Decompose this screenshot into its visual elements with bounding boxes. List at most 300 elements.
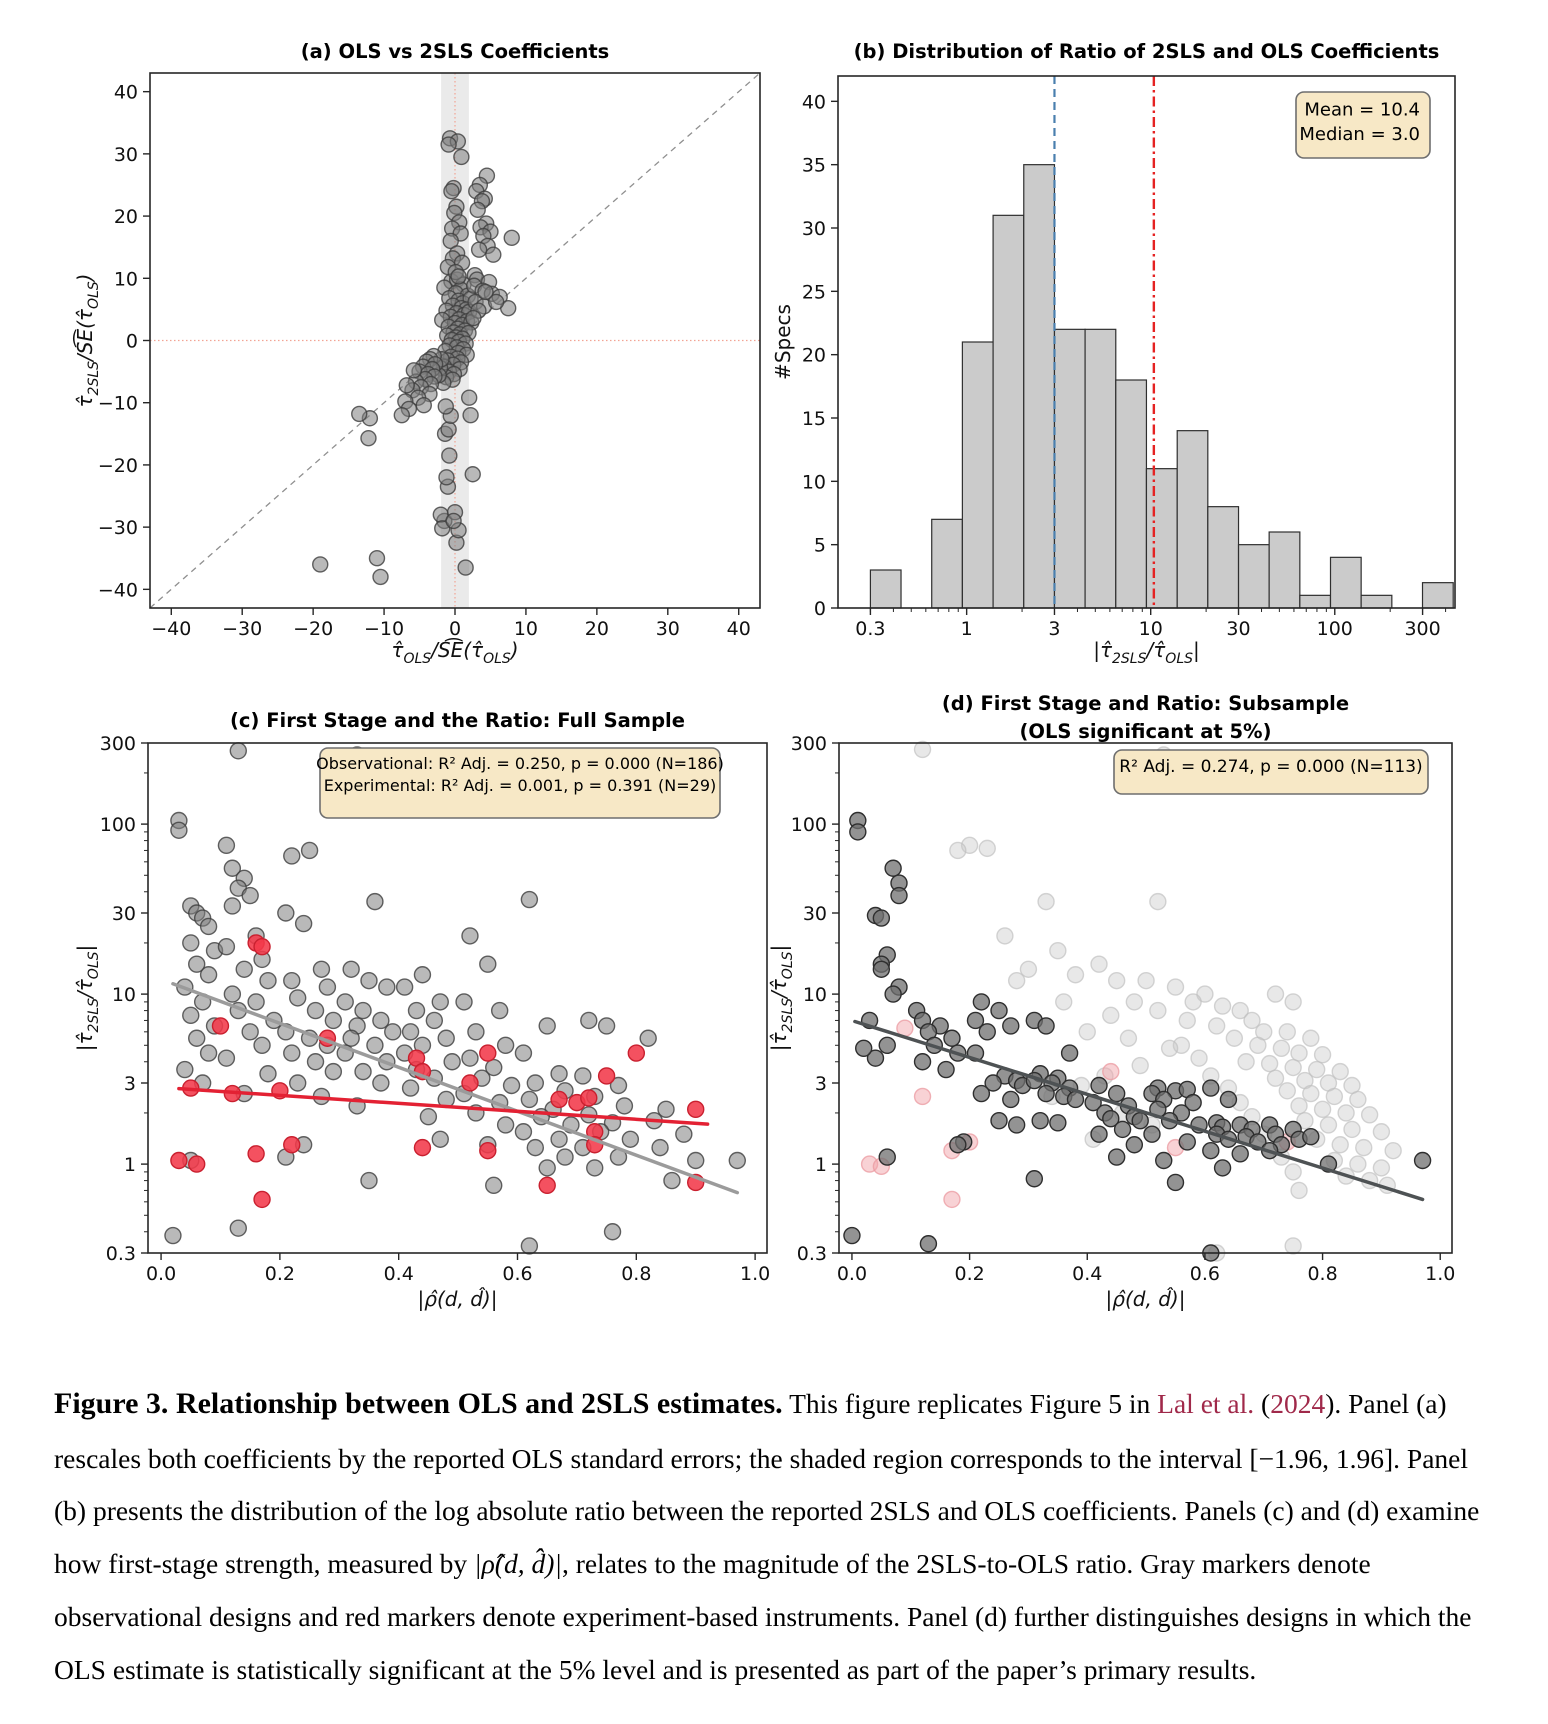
data-point (470, 202, 485, 217)
data-point (230, 743, 246, 759)
data-point (915, 1054, 931, 1070)
panel-d (767, 692, 1455, 1311)
data-point (1332, 1137, 1348, 1153)
svg-text:0: 0 (813, 598, 826, 620)
data-point (352, 406, 367, 421)
data-point (278, 905, 294, 921)
legend-box (316, 748, 724, 818)
data-point (409, 1003, 425, 1019)
svg-text:0.6: 0.6 (1189, 1263, 1221, 1285)
data-point (1003, 1091, 1019, 1107)
data-point (478, 284, 493, 299)
data-point (296, 916, 312, 932)
data-point (414, 967, 430, 983)
data-point (369, 551, 384, 566)
svg-text:−40: −40 (151, 618, 192, 640)
data-point (284, 848, 300, 864)
data-point (218, 1050, 234, 1066)
data-point (438, 399, 453, 414)
data-point (373, 1075, 389, 1091)
data-point (385, 1024, 401, 1040)
data-point (462, 390, 477, 405)
svg-text:35: 35 (801, 154, 826, 177)
data-point (171, 1153, 187, 1169)
data-point (1285, 1060, 1301, 1076)
data-point (466, 311, 481, 326)
data-point (950, 1137, 966, 1153)
data-point (539, 1018, 555, 1034)
data-point (498, 1117, 514, 1133)
data-point (462, 1075, 478, 1091)
data-point (394, 408, 409, 423)
svg-text:20: 20 (584, 618, 609, 640)
data-point (171, 822, 187, 838)
svg-text:25: 25 (801, 281, 826, 304)
data-point (284, 1137, 300, 1153)
data-point (458, 560, 473, 575)
data-point (1362, 1107, 1378, 1123)
svg-text:300: 300 (1404, 618, 1441, 640)
svg-text:1: 1 (960, 618, 973, 640)
data-point (1315, 1101, 1331, 1117)
svg-text:−20: −20 (293, 618, 334, 640)
data-point (438, 1030, 454, 1046)
data-point (1250, 1037, 1266, 1053)
data-point (313, 557, 328, 572)
data-point (521, 1238, 537, 1254)
data-point (242, 1024, 258, 1040)
data-point (1109, 1086, 1125, 1102)
data-point (480, 1045, 496, 1061)
data-point (1291, 1182, 1307, 1198)
data-point (432, 994, 448, 1010)
legend-line: R² Adj. = 0.274, p = 0.000 (N=113) (1119, 757, 1423, 778)
histogram-bar (1269, 532, 1300, 608)
data-point (1050, 1115, 1066, 1131)
data-point (406, 363, 421, 378)
data-point (1215, 1160, 1231, 1176)
data-point (1091, 1078, 1107, 1094)
data-point (1291, 1098, 1307, 1114)
data-point (230, 1220, 246, 1236)
svg-text:0.6: 0.6 (502, 1263, 533, 1285)
svg-text:(d) First Stage and Ratio: Sub: (d) First Stage and Ratio: Subsample (941, 692, 1350, 715)
svg-text:−10: −10 (364, 618, 405, 640)
specifications-points (313, 131, 520, 585)
data-point (1132, 1058, 1148, 1074)
data-point (991, 1003, 1007, 1019)
data-point (254, 1191, 270, 1207)
data-point (373, 569, 388, 584)
y-axis (100, 733, 148, 1265)
data-point (521, 892, 537, 908)
data-point (1091, 956, 1107, 972)
data-point (1120, 1030, 1136, 1046)
x-axis-label: |ρ̂(d, d̂)| (1105, 1287, 1186, 1311)
data-point (183, 935, 199, 951)
histogram-bars (870, 165, 1453, 608)
svg-text:0.3: 0.3 (796, 1243, 827, 1265)
data-point (1268, 986, 1284, 1002)
data-point (551, 1131, 567, 1147)
citation-year-link[interactable]: 2024 (1270, 1388, 1326, 1419)
data-point (367, 894, 383, 910)
data-point (581, 1012, 597, 1028)
histogram-bar (1423, 583, 1454, 608)
svg-text:−30: −30 (222, 618, 263, 640)
svg-text:15: 15 (801, 408, 826, 430)
data-point (616, 1098, 632, 1114)
data-point (844, 1228, 860, 1244)
data-point (944, 1191, 960, 1207)
y-axis-label: $|\taû_{2SLS}/\taû_{OLS}|$ (73, 944, 102, 1052)
data-point (444, 184, 459, 199)
panel-title (854, 40, 1440, 63)
data-point (1315, 1047, 1331, 1063)
data-point (575, 1068, 591, 1084)
caption-text: ). Panel (a) rescales both coefficients by the reported OLS standard errors; the shaded region corresponds to the interval [−1.96, 1.96]. Panel (b) presents the distribution of the log absolute ratio between the reported 2SLS and OLS coefficients. Panels (c) and (d) examine how first-stage strength, measured by (54, 1388, 1480, 1580)
svg-text:30: 30 (111, 903, 136, 925)
data-point (1415, 1153, 1431, 1169)
data-point (920, 1236, 936, 1252)
data-point (454, 149, 469, 164)
data-point (1350, 1156, 1366, 1172)
data-point (472, 242, 487, 257)
data-point (414, 1140, 430, 1156)
data-point (177, 1062, 193, 1078)
x-axis-label: |ρ̂(d, d̂)| (417, 1287, 498, 1311)
data-point (218, 837, 234, 853)
caption-text: , relates to the magnitude of the 2SLS-to-OLS ratio. Gray markers denote observational designs and red markers denote experiment-based instruments. Panel (d) further distinguishes designs in which the OLS estimate is statistically significant at the 5% level and is presented as part of the paper’s primary results. (54, 1548, 1472, 1685)
data-point (308, 1003, 324, 1019)
data-point (1268, 1070, 1284, 1086)
data-point (515, 1124, 531, 1140)
data-point (1109, 973, 1125, 989)
svg-text:0.3: 0.3 (855, 618, 886, 640)
data-point (420, 1109, 436, 1125)
data-point (1091, 1126, 1107, 1142)
data-point (1103, 1007, 1119, 1023)
data-point (1320, 1117, 1336, 1133)
panel-b (771, 40, 1455, 667)
data-point (498, 1037, 514, 1053)
svg-text:3: 3 (814, 1073, 827, 1095)
data-point (416, 398, 431, 413)
data-point (1350, 1091, 1366, 1107)
data-point (361, 973, 377, 989)
legend-line: Experimental: R² Adj. = 0.001, p = 0.391 (N=29) (323, 775, 717, 795)
citation-link[interactable]: Lal et al. (1157, 1388, 1255, 1419)
data-point (551, 1066, 567, 1082)
data-point (1126, 1137, 1142, 1153)
svg-text:10: 10 (113, 268, 138, 291)
histogram-bar (1146, 469, 1177, 608)
data-point (885, 860, 901, 876)
data-point (885, 986, 901, 1002)
data-point (605, 1224, 621, 1240)
data-point (539, 1160, 555, 1176)
data-point (432, 1131, 448, 1147)
panel-a (73, 40, 760, 667)
svg-text:−10: −10 (97, 392, 138, 415)
histogram-bar (1331, 557, 1362, 608)
caption-text: This figure replicates Figure 5 in (782, 1388, 1158, 1419)
data-point (504, 1078, 520, 1094)
svg-text:0.4: 0.4 (1072, 1263, 1103, 1285)
svg-text:40: 40 (726, 618, 751, 640)
figure-title: Relationship between OLS and 2SLS estimates. (168, 1387, 783, 1420)
data-point (515, 1045, 531, 1061)
data-point (201, 918, 217, 934)
data-point (1285, 1238, 1301, 1254)
histogram-bar (993, 215, 1024, 608)
panel-title (301, 40, 610, 63)
svg-text:10: 10 (513, 618, 539, 640)
data-point (991, 1113, 1007, 1129)
data-point (950, 842, 966, 858)
data-point (403, 1024, 419, 1040)
data-point (444, 1054, 460, 1070)
legend-line: Mean = 10.4 (1304, 99, 1420, 121)
data-point (1056, 994, 1072, 1010)
legend-line: Median = 3.0 (1299, 124, 1420, 146)
y-axis-label: $\taû_{2SLS}/S͡E(\taû_{OLS})$ (73, 273, 102, 408)
data-point (1303, 1129, 1319, 1145)
data-point (1138, 973, 1154, 989)
data-point (463, 408, 478, 423)
svg-text:0.0: 0.0 (836, 1263, 868, 1285)
svg-text:30: 30 (802, 903, 827, 925)
data-point (1203, 1080, 1219, 1096)
data-point (1220, 1091, 1236, 1107)
caption-text: |ρ̂(d, d̂)| (474, 1548, 562, 1580)
data-point (1132, 1113, 1148, 1129)
data-point (426, 1012, 442, 1028)
data-point (539, 1177, 555, 1193)
data-point (480, 956, 496, 972)
data-point (1038, 1086, 1054, 1102)
data-point (1009, 1117, 1025, 1133)
data-point (1179, 1134, 1195, 1150)
svg-text:10: 10 (111, 984, 136, 1007)
svg-text:1.0: 1.0 (1425, 1263, 1456, 1285)
legend-line: Observational: R² Adj. = 0.250, p = 0.000 (N=186) (316, 753, 724, 773)
data-point (492, 1003, 508, 1019)
data-point (446, 513, 461, 528)
data-point (397, 979, 413, 995)
data-point (302, 842, 318, 858)
data-point (1144, 1126, 1160, 1142)
figure-label: Figure 3. (54, 1387, 169, 1420)
data-point (581, 1090, 597, 1106)
data-point (1050, 943, 1066, 959)
data-point (290, 1075, 306, 1091)
data-point (260, 973, 276, 989)
data-point (1185, 994, 1201, 1010)
data-point (504, 230, 519, 245)
data-point (915, 1088, 931, 1104)
data-point (1062, 1045, 1078, 1061)
data-point (462, 1050, 478, 1066)
svg-text:0: 0 (125, 330, 138, 353)
data-point (599, 1068, 615, 1084)
data-point (915, 741, 931, 757)
data-point (486, 247, 501, 262)
figure-caption (0, 1345, 1548, 1697)
data-point (979, 1024, 995, 1040)
data-point (676, 1126, 692, 1142)
data-point (441, 137, 456, 152)
data-point (1356, 1140, 1372, 1156)
data-point (997, 928, 1013, 944)
histogram-bar (1054, 329, 1085, 608)
significant-fit-line (855, 1022, 1423, 1200)
data-point (879, 1149, 895, 1165)
svg-text:−20: −20 (97, 454, 138, 477)
data-point (1168, 979, 1184, 995)
y-axis (98, 82, 150, 602)
data-point (468, 1024, 484, 1040)
data-point (284, 1045, 300, 1061)
svg-text:0.2: 0.2 (264, 1263, 295, 1285)
data-point (587, 1160, 603, 1176)
svg-text:(b) Distribution of Ratio of 2: (b) Distribution of Ratio of 2SLS and OLS Coefficients (853, 40, 1440, 63)
histogram-bar (1085, 329, 1116, 608)
data-point (343, 1030, 359, 1046)
data-point (688, 1101, 704, 1117)
data-point (218, 939, 234, 955)
svg-text:30: 30 (655, 618, 680, 640)
x-axis-label: $\taû_{OLS}/S͡E(\taû_{OLS})$ (391, 638, 519, 667)
data-point (442, 448, 457, 463)
data-point (189, 1030, 205, 1046)
data-point (1338, 1105, 1354, 1121)
data-point (1238, 1054, 1254, 1070)
histogram-bar (1116, 380, 1147, 608)
data-point (938, 1062, 954, 1078)
data-point (850, 824, 866, 840)
data-point (1032, 1113, 1048, 1129)
data-point (201, 967, 217, 983)
data-point (1285, 994, 1301, 1010)
data-point (254, 1037, 270, 1053)
data-point (399, 378, 414, 393)
data-point (664, 1173, 680, 1189)
histogram-bar (1177, 431, 1208, 608)
data-point (456, 994, 472, 1010)
data-point (224, 898, 240, 914)
svg-text:30: 30 (1226, 618, 1251, 640)
x-axis (146, 1253, 770, 1285)
panel-title (942, 692, 1349, 743)
svg-text:10: 10 (1138, 618, 1163, 640)
data-point (856, 1040, 872, 1056)
data-point (439, 470, 454, 485)
data-point (1179, 1012, 1195, 1028)
data-point (1038, 1018, 1054, 1034)
svg-text:(a) OLS vs 2SLS Coefficients: (a) OLS vs 2SLS Coefficients (300, 40, 610, 63)
data-point (1262, 1056, 1278, 1072)
svg-text:0.4: 0.4 (383, 1263, 414, 1285)
svg-text:100: 100 (790, 814, 827, 837)
svg-text:(OLS significant at 5%): (OLS significant at 5%) (1019, 720, 1272, 743)
data-point (1191, 1050, 1207, 1066)
data-point (527, 1140, 543, 1156)
y-axis-label: #Specs (771, 304, 795, 380)
svg-text:300: 300 (790, 733, 827, 755)
data-point (379, 979, 395, 995)
data-point (628, 1045, 644, 1061)
histogram-bar (1239, 545, 1270, 608)
data-point (979, 840, 995, 856)
legend-box (1114, 750, 1428, 794)
svg-text:40: 40 (113, 81, 138, 104)
data-point (891, 888, 907, 904)
svg-text:0.8: 0.8 (1307, 1263, 1338, 1285)
y-axis-label: $|\taû_{2SLS}/\taû_{OLS}|$ (767, 944, 796, 1052)
y-axis (791, 733, 839, 1265)
data-point (325, 1012, 341, 1028)
data-point (1156, 1153, 1172, 1169)
svg-text:5: 5 (813, 534, 826, 557)
data-point (1150, 1003, 1166, 1019)
data-point (343, 961, 359, 977)
data-point (688, 1153, 704, 1169)
data-point (1303, 1086, 1319, 1102)
data-point (1232, 1146, 1248, 1162)
data-point (441, 422, 456, 437)
data-point (1303, 1030, 1319, 1046)
data-point (1126, 994, 1142, 1010)
svg-text:0.3: 0.3 (105, 1243, 136, 1265)
data-point (640, 1030, 656, 1046)
data-point (1326, 1088, 1342, 1104)
svg-text:20: 20 (801, 344, 826, 367)
data-point (1279, 1083, 1295, 1099)
observational-points (165, 743, 745, 1254)
data-point (242, 888, 258, 904)
data-point (308, 1054, 324, 1070)
data-point (212, 1018, 228, 1034)
data-point (944, 1030, 960, 1046)
histogram-bar (1208, 507, 1239, 608)
data-point (355, 1064, 371, 1080)
data-point (361, 1173, 377, 1189)
data-point (325, 1064, 341, 1080)
svg-text:(c) First Stage and the Ratio:: (c) First Stage and the Ratio: Full Sample (230, 709, 685, 732)
data-point (1373, 1124, 1389, 1140)
data-point (1226, 1030, 1242, 1046)
panel-title (230, 709, 685, 732)
data-point (361, 431, 376, 446)
x-axis-label: $|\taû_{2SLS}/\taû_{OLS}|$ (1093, 638, 1200, 667)
data-point (729, 1153, 745, 1169)
significant-points (844, 813, 1431, 1261)
data-point (486, 1177, 502, 1193)
data-point (224, 986, 240, 1002)
data-point (879, 1037, 895, 1053)
svg-text:40: 40 (801, 91, 826, 114)
data-point (367, 1037, 383, 1053)
histogram-bar (932, 519, 963, 608)
data-point (260, 1066, 276, 1082)
plot-frame (839, 743, 1452, 1253)
data-point (337, 994, 353, 1010)
data-point (1385, 1143, 1401, 1159)
data-point (1168, 1174, 1184, 1190)
data-point (254, 939, 270, 955)
data-point (1103, 1064, 1119, 1080)
